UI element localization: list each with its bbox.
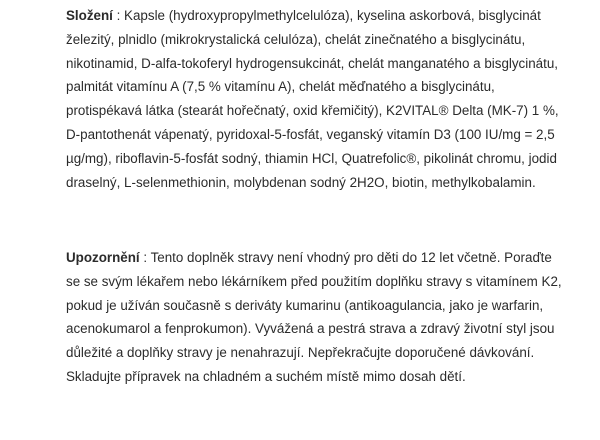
warning-label: Upozornění <box>66 250 140 265</box>
composition-separator: : <box>112 8 125 23</box>
composition-label: Složení <box>66 8 113 23</box>
composition-paragraph <box>66 4 566 194</box>
warning-text: Tento doplněk stravy není vhodný pro děti do 12 let včetně. Poraďte se se svým lékařem nebo lékárníkem před použitím doplňku stravy s vitamínem K2, pokud je užíván současně s deriváty kumarinu (antikoagulancia, jako je warfarin, acenokumarol a fenprokumon). Vyvážená a pestrá strava a zdravý životní styl jsou důležité a doplňky stravy je nenahrazují. Nepřekračujte doporučené dávkování. Skladujte přípravek na chladném a suchém místě mimo dosah dětí. <box>66 250 562 384</box>
warning-separator: : <box>139 250 151 265</box>
composition-text: Kapsle (hydroxypropylmethylcelulóza), kyselina askorbová, bisglycinát železitý, plnidlo (mikrokrystalická celulóza), chelát zinečnatého a bisglycinátu, nikotinamid, D-alfa-tokoferyl hydrogensukcinát, chelát manganatého a bisglycinátu, palmitát vitamínu A (7,5 % vitamínu A), chelát měďnatého a bisglycinátu, protispékavá látka (stearát hořečnatý, oxid křemičitý), K2VITAL® Delta (MK-7) 1 %, D-pantothenát vápenatý, pyridoxal-5-fosfát, veganský vitamín D3 (100 IU/mg = 2,5 µg/mg), riboflavin-5-fosfát sodný, thiamin HCl, Quatrefolic®, pikolinát chromu, jodid draselný, L-selenmethionin, molybdenan sodný 2H2O, biotin, methylkobalamin. <box>66 8 559 190</box>
warning-paragraph <box>66 246 566 389</box>
